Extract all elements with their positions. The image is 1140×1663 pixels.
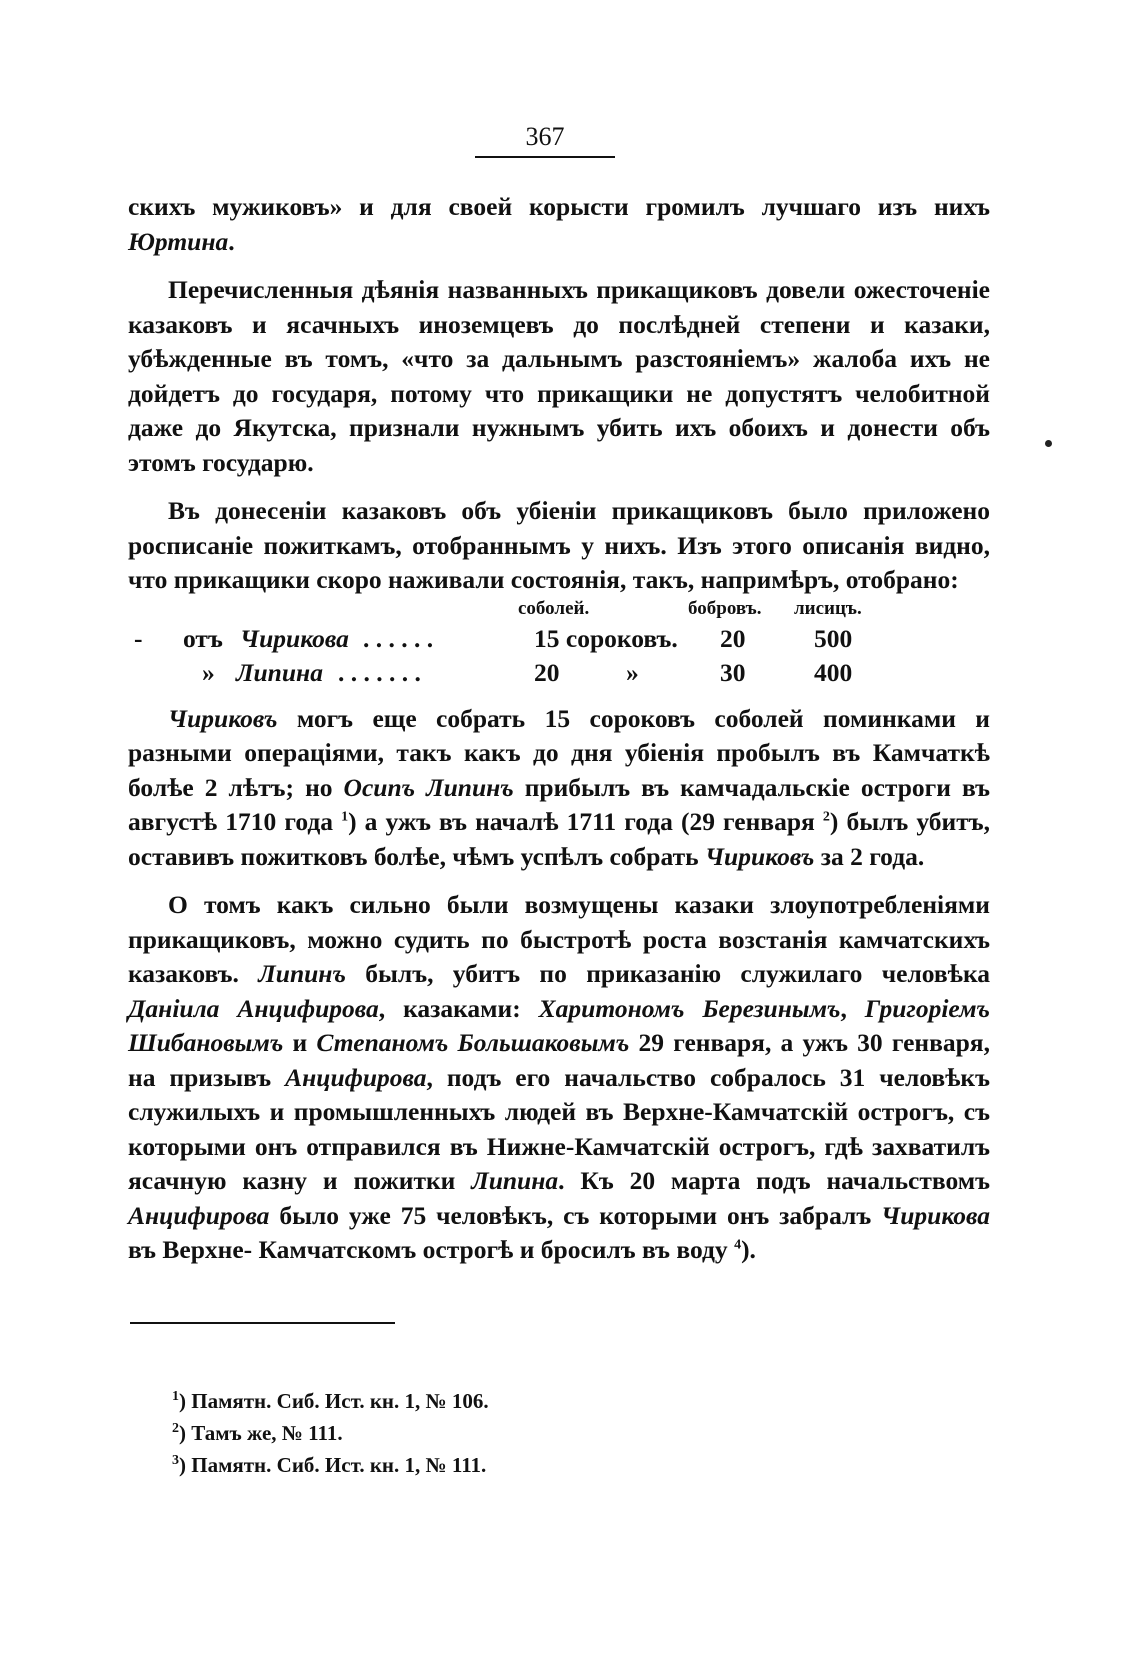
row-sables: 20 (534, 657, 560, 687)
text-run: . Къ 20 марта подъ начальствомъ (558, 1166, 990, 1195)
table-row (128, 622, 990, 656)
italic-name: Харитономъ Березинымъ (538, 993, 841, 1023)
text-run: могъ еще собрать 15 сороковъ соболей поминками и разными операціями, такъ какъ до дня убіенія пробылъ въ Камчаткѣ болѣе 2 лѣтъ; но (128, 703, 990, 802)
row-sables: 15 сороковъ. (534, 623, 678, 653)
text-run: 29 генваря, а ужъ 30 генваря, на призывъ (128, 1028, 990, 1092)
italic-name: Осипъ Липинъ (343, 772, 514, 802)
footnote (172, 1420, 343, 1446)
footnote-ref: 4 (734, 1237, 742, 1253)
row-beavers: 30 (720, 657, 746, 687)
italic-name: Чириковъ (704, 841, 815, 871)
text-run: прибылъ въ камчадальскіе остроги въ августѣ 1710 года (128, 772, 990, 836)
paragraph-1 (128, 190, 990, 259)
row-name: Липина (236, 657, 323, 687)
text-run: ). (741, 1235, 756, 1264)
paragraph-3: Въ донесеніи казаковъ объ убіеніи прикащиковъ было приложено росписаніе пожиткамъ, отобраннымъ у нихъ. Изъ этого описанія видно, что прикащики скоро наживали состоянія, такъ, напримѣръ, отобрано: (128, 496, 990, 594)
text-run: былъ, убитъ по приказанію служилаго человѣка (345, 959, 990, 988)
paragraph-4 (128, 702, 990, 875)
page-number: 367 (525, 122, 565, 151)
row-dots: . . . . . . . (338, 657, 421, 687)
text-run: скихъ мужиковъ» и для своей корысти громилъ лучшаго изъ нихъ (128, 192, 990, 221)
row-ditto: » (626, 657, 639, 687)
footnote-rule (130, 1322, 395, 1324)
italic-name: Даніила Анцифирова (128, 993, 379, 1023)
header-foxes: лисицъ. (794, 597, 862, 619)
text-run: ) былъ убитъ, оставивъ пожитковъ болѣе, чѣмъ успѣлъ собрать (128, 807, 991, 871)
table-row (128, 656, 990, 690)
row-foxes: 500 (814, 623, 853, 653)
italic-name: Степаномъ Большаковымъ (316, 1028, 630, 1057)
paragraph-5 (128, 888, 990, 1268)
text-run: было уже 75 человѣкъ, съ которыми онъ забралъ (269, 1200, 882, 1230)
footnote-mark: 1 (172, 1389, 179, 1404)
footnote (172, 1452, 486, 1478)
italic-name: Анцифирова (285, 1062, 427, 1092)
italic-name: Липина (471, 1166, 559, 1195)
text-run: , казаками: (378, 993, 539, 1023)
row-mark: » (202, 657, 215, 687)
text-run: въ Верхне- Камчатскомъ острогѣ и бросилъ въ воду (128, 1235, 735, 1264)
italic-name: Анцифирова (128, 1200, 270, 1230)
italic-name: Липинъ (258, 959, 346, 988)
header-sables: соболей. (518, 597, 590, 619)
footnote-text: ) Памятн. Сиб. Ист. кн. 1, № 106. (179, 1389, 489, 1413)
footnote-ref: 2 (822, 809, 830, 825)
possessions-table (128, 598, 990, 702)
margin-dot (1045, 440, 1052, 447)
row-foxes: 400 (814, 657, 853, 687)
header-beavers: бобровъ. (688, 597, 762, 619)
row-beavers: 20 (720, 623, 746, 653)
footnote-mark: 3 (172, 1453, 179, 1468)
italic-name: Юртина (128, 226, 229, 256)
text-run: . (228, 226, 235, 256)
footnote-mark: 2 (172, 1421, 179, 1436)
footnote (172, 1388, 489, 1414)
text-run: , подъ его начальство собралось 31 человѣкъ служилыхъ и промышленныхъ людей въ Верхне-Камчатскій острогъ, съ которыми онъ отправился въ Нижне-Камчатскій острогъ, гдѣ захватилъ ясачную казну и пожитки (128, 1062, 990, 1195)
row-name: Чирикова (240, 623, 349, 653)
text-run: ) а ужъ въ началѣ 1711 года (29 генваря (348, 807, 823, 836)
footnote-ref: 1 (341, 809, 349, 825)
row-dots: . . . . . . (363, 623, 434, 653)
italic-name: Григоріемъ Шибановымъ (128, 993, 990, 1057)
text-run: , (840, 993, 865, 1023)
row-mark: - (134, 623, 143, 653)
page-number-rule (475, 156, 615, 158)
paragraph-2: Перечисленныя дѣянія названныхъ прикащиковъ довели ожесточеніе казаковъ и ясачныхъ иноземцевъ до послѣдней степени и казаки, убѣжденные въ томъ, «что за дальнымъ разстояніемъ» жалоба ихъ не дойдетъ до государя, потому что прикащики не допустятъ челобитной даже до Якутска, признали нужнымъ убить ихъ обоихъ и донести объ этомъ государю. (128, 275, 990, 477)
footnote-text: ) Тамъ же, № 111. (179, 1421, 343, 1445)
italic-name: Чириковъ (168, 703, 278, 733)
italic-name: Чирикова (881, 1200, 990, 1230)
main-text (128, 190, 990, 1268)
text-run: и (283, 1028, 317, 1057)
text-run: О томъ какъ сильно были возмущены казаки злоупотребленіями прикащиковъ, можно судить по быстротѣ роста возстанія камчатскихъ казаковъ. (128, 890, 990, 988)
row-prep: отъ (183, 623, 223, 653)
text-run: за 2 года. (814, 841, 925, 871)
footnote-text: ) Памятн. Сиб. Ист. кн. 1, № 111. (179, 1453, 487, 1477)
